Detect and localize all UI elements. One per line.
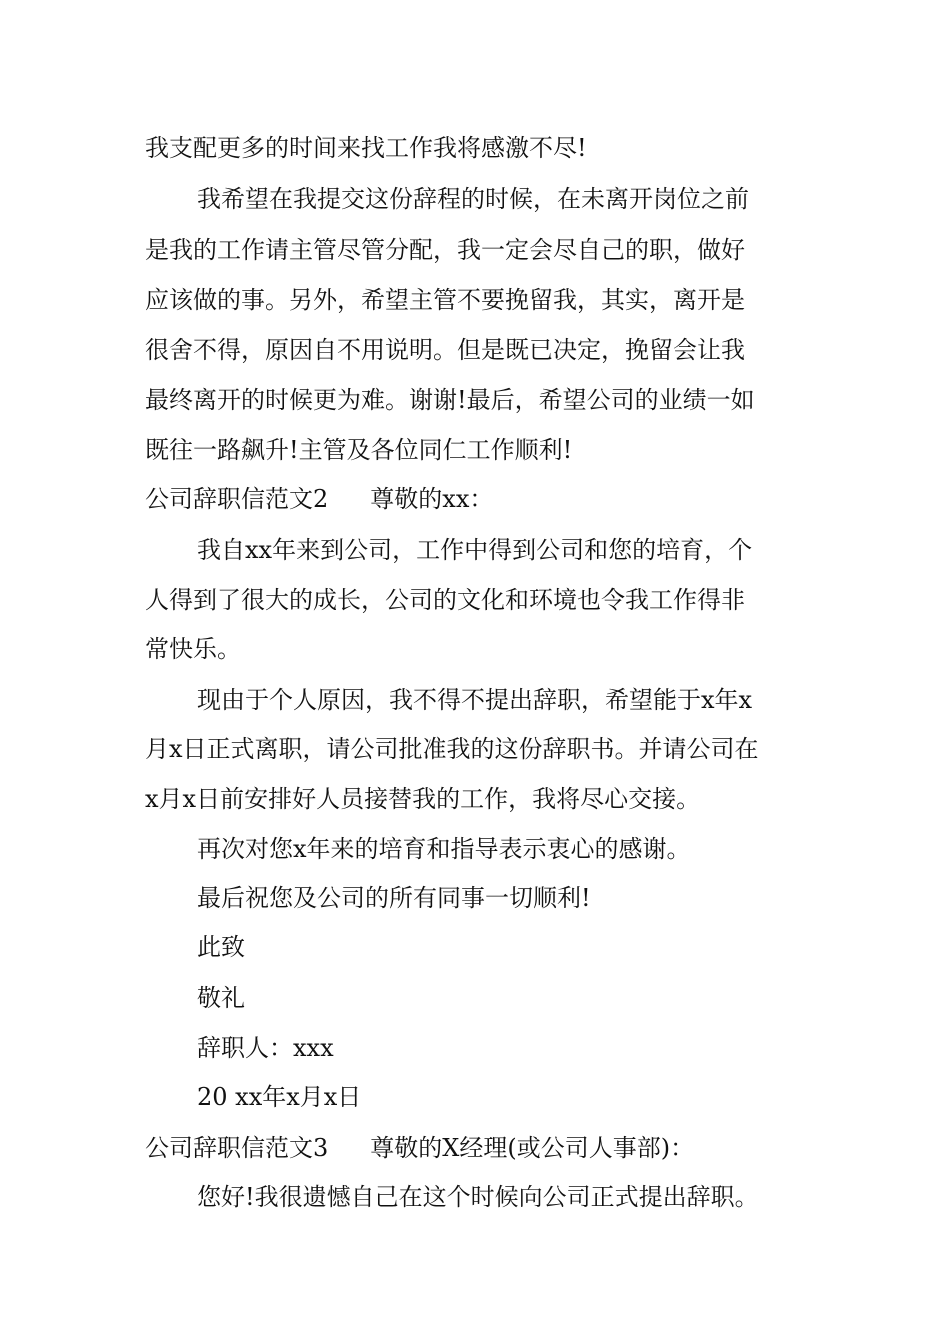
para4-line2: 月x日正式离职，请公司批准我的这份辞职书。并请公司在: [145, 735, 759, 763]
heading3-salutation: 尊敬的X经理(或公司人事部)：: [370, 1134, 695, 1162]
para4-line3: x月x日前安排好人员接替我的工作，我将尽心交接。: [145, 785, 701, 813]
heading2-line: [145, 484, 815, 514]
para4-line1: 现由于个人原因，我不得不提出辞职，希望能于x年x: [197, 686, 753, 714]
date-line: 20 xx年x月x日: [197, 1083, 362, 1111]
para5-line: 再次对您x年来的培育和指导表示衷心的感谢。: [197, 835, 691, 863]
para2-line5: 最终离开的时候更为难。谢谢!最后，希望公司的业绩一如: [145, 386, 755, 414]
heading3-title: 公司辞职信范文3: [145, 1134, 329, 1162]
heading2-salutation: 尊敬的xx：: [370, 485, 494, 513]
signature-line: 辞职人：xxx: [197, 1034, 334, 1062]
para2-line3: 应该做的事。另外，希望主管不要挽留我，其实，离开是: [145, 286, 745, 314]
para3-line2: 人得到了很大的成长，公司的文化和环境也令我工作得非: [145, 586, 745, 614]
para7-line1: 您好!我很遗憾自己在这个时候向公司正式提出辞职。: [197, 1183, 759, 1211]
para3-line1: 我自xx年来到公司，工作中得到公司和您的培育，个: [197, 536, 753, 564]
para2-line2: 是我的工作请主管尽管分配，我一定会尽自己的职，做好: [145, 236, 745, 264]
closing-jing-li: 敬礼: [197, 984, 245, 1012]
para6-line: 最后祝您及公司的所有同事一切顺利!: [197, 884, 591, 912]
para1-line1: 我支配更多的时间来找工作我将感激不尽!: [145, 134, 587, 162]
para2-line1: 我希望在我提交这份辞程的时候，在未离开岗位之前: [197, 185, 749, 213]
para3-line3: 常快乐。: [145, 635, 241, 663]
closing-ci-zhi: 此致: [197, 933, 245, 961]
heading2-title: 公司辞职信范文2: [145, 485, 329, 513]
para2-line6: 既往一路飙升!主管及各位同仁工作顺利!: [145, 436, 573, 464]
para2-line4: 很舍不得，原因自不用说明。但是既已决定，挽留会让我: [145, 336, 745, 364]
heading3-line: [145, 1133, 815, 1163]
